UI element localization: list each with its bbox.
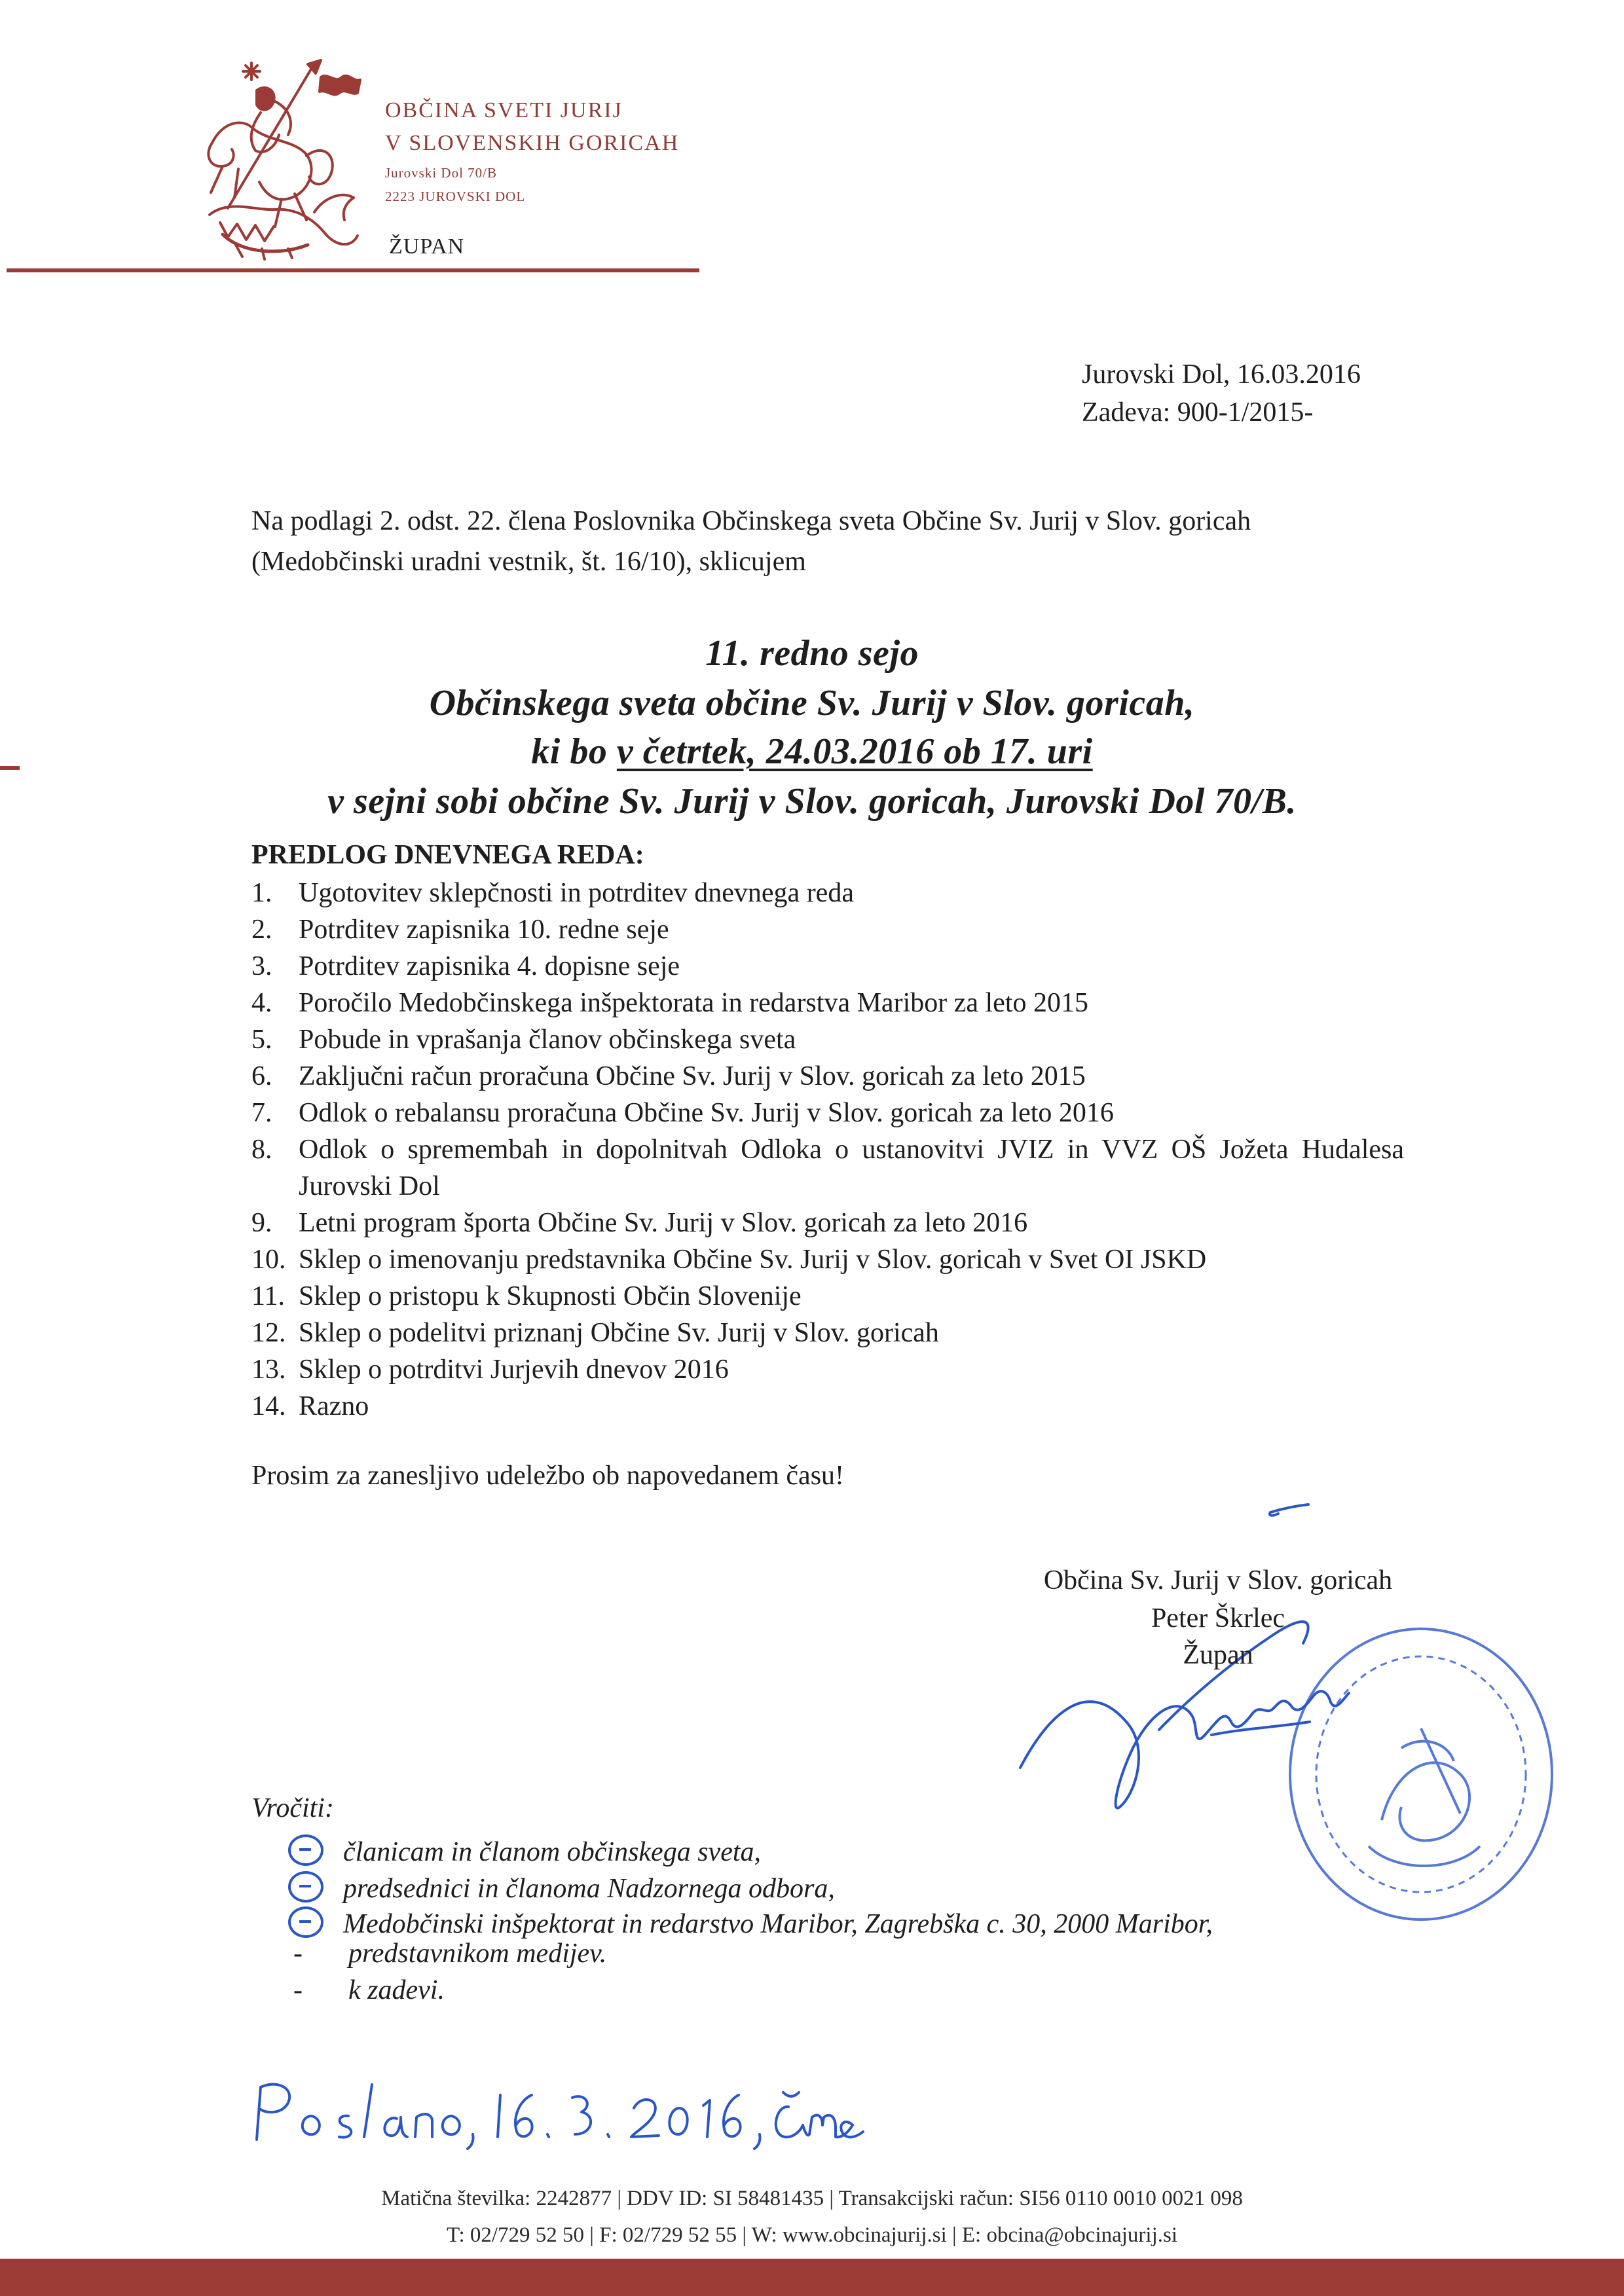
circled-dash-icon bbox=[288, 1834, 323, 1866]
letterhead-street-address: Jurovski Dol 70/B bbox=[385, 165, 498, 181]
agenda-item-text: Poročilo Medobčinskega inšpektorata in redarstva Maribor za leto 2015 bbox=[299, 988, 1088, 1018]
agenda-item-number: 7. bbox=[251, 1098, 272, 1128]
agenda-item-number: 3. bbox=[251, 951, 272, 981]
agenda-item bbox=[251, 1278, 1404, 1315]
agenda-item-number: 2. bbox=[251, 915, 272, 945]
distribution-item-mark: - bbox=[293, 1975, 303, 2005]
agenda-item-text: Letni program športa Občine Sv. Jurij v Slov. goricah za leto 2016 bbox=[299, 1208, 1028, 1238]
distribution-item bbox=[288, 1938, 606, 1969]
distribution-item-text: Medobčinski inšpektorat in redarstvo Maribor, Zagrebška c. 30, 2000 Maribor, bbox=[343, 1909, 1213, 1939]
distribution-item bbox=[288, 1829, 761, 1868]
agenda-item-number: 8. bbox=[251, 1135, 272, 1165]
footer-color-band bbox=[0, 2259, 1624, 2296]
footer-registration-line: Matična številka: 2242877 | DDV ID: SI 58481435 | Transakcijski račun: SI56 0110 0010 0021 098 bbox=[381, 2187, 1243, 2210]
handwritten-signature-icon bbox=[995, 1499, 1441, 1866]
agenda-item bbox=[251, 1205, 1404, 1241]
circled-dash-icon bbox=[288, 1906, 323, 1938]
agenda-item-text: Odlok o rebalansu proračuna Občine Sv. Jurij v Slov. goricah za leto 2016 bbox=[299, 1098, 1114, 1128]
agenda-item-text: Sklep o potrditvi Jurjevih dnevov 2016 bbox=[299, 1355, 729, 1385]
agenda-item bbox=[251, 1058, 1404, 1095]
agenda-item-text: Sklep o pristopu k Skupnosti Občin Slovenije bbox=[299, 1281, 802, 1311]
letterhead-divider bbox=[7, 268, 699, 272]
distribution-item bbox=[288, 1975, 445, 2006]
distribution-item-text: članicam in članom občinskega sveta, bbox=[343, 1837, 761, 1867]
signature-name: Peter Škrlec bbox=[1151, 1603, 1285, 1633]
agenda-item-text: Sklep o podelitvi priznanj Občine Sv. Jurij v Slov. goricah bbox=[299, 1318, 939, 1348]
circled-dash-icon bbox=[288, 1871, 323, 1903]
council-name: Občinskega sveta občine Sv. Jurij v Slov. goricah, bbox=[429, 683, 1195, 723]
reference-number: Zadeva: 900-1/2015- bbox=[1082, 397, 1314, 428]
agenda-item-text: Zaključni račun proračuna Občine Sv. Jurij v Slov. goricah za leto 2015 bbox=[299, 1061, 1086, 1091]
agenda-item-number: 14. bbox=[251, 1391, 286, 1421]
agenda-item-text: Potrditev zapisnika 4. dopisne seje bbox=[299, 951, 680, 981]
agenda-item-text: Ugotovitev sklepčnosti in potrditev dnevnega reda bbox=[299, 878, 854, 908]
footer-contact-line: T: 02/729 52 50 | F: 02/729 52 55 | W: www.obcinajurij.si | E: obcina@obcinajurij.si bbox=[446, 2223, 1178, 2247]
agenda-list bbox=[251, 875, 1404, 1425]
session-datetime-prefix: ki bo bbox=[531, 731, 617, 772]
distribution-item bbox=[288, 1901, 1213, 1940]
agenda-item bbox=[251, 985, 1404, 1021]
agenda-item bbox=[251, 1131, 1404, 1205]
agenda-item bbox=[251, 1388, 1404, 1425]
agenda-item bbox=[251, 948, 1404, 985]
closing-request: Prosim za zanesljivo udeležbo ob napovedanem času! bbox=[251, 1461, 845, 1491]
session-datetime bbox=[0, 731, 1624, 773]
agenda-item-text: Pobude in vprašanja članov občinskega sveta bbox=[299, 1025, 796, 1055]
distribution-item-mark: - bbox=[293, 1939, 303, 1969]
distribution-item-text: k zadevi. bbox=[348, 1975, 445, 2005]
agenda-item bbox=[251, 1095, 1404, 1131]
agenda-item bbox=[251, 1241, 1404, 1278]
letterhead-postal-address: 2223 JUROVSKI DOL bbox=[385, 189, 526, 204]
agenda-item-number: 1. bbox=[251, 878, 272, 908]
signature-organization: Občina Sv. Jurij v Slov. goricah bbox=[1043, 1565, 1393, 1595]
agenda-item-text: Odlok o spremembah in dopolnitvah Odloka o ustanovitvi JVIZ in VVZ OŠ Jožeta Hudalesa Jurovski Dol bbox=[299, 1135, 1404, 1201]
agenda-item bbox=[251, 1315, 1404, 1351]
agenda-item-number: 6. bbox=[251, 1061, 272, 1091]
agenda-item-text: Sklep o imenovanju predstavnika Občine Sv. Jurij v Slov. goricah v Svet OI JSKD bbox=[299, 1245, 1207, 1275]
place-and-date: Jurovski Dol, 16.03.2016 bbox=[1082, 359, 1361, 390]
session-title: 11. redno sejo bbox=[705, 633, 919, 674]
agenda-item-number: 12. bbox=[251, 1318, 286, 1348]
agenda-item bbox=[251, 911, 1404, 948]
agenda-item-number: 5. bbox=[251, 1025, 272, 1055]
letterhead-municipality-name: OBČINA SVETI JURIJ bbox=[385, 98, 623, 122]
session-datetime-value: v četrtek, 24.03.2016 ob 17. uri bbox=[616, 731, 1093, 772]
agenda-item-number: 4. bbox=[251, 988, 272, 1018]
intro-line-1: Na podlagi 2. odst. 22. člena Poslovnika Občinskega sveta Občine Sv. Jurij v Slov. goricah bbox=[251, 506, 1251, 536]
session-location: v sejni sobi občine Sv. Jurij v Slov. goricah, Jurovski Dol 70/B. bbox=[327, 781, 1297, 822]
agenda-heading: PREDLOG DNEVNEGA REDA: bbox=[251, 840, 644, 870]
agenda-item-number: 10. bbox=[251, 1245, 286, 1275]
agenda-item-text: Potrditev zapisnika 10. redne seje bbox=[299, 915, 669, 945]
agenda-item bbox=[251, 1351, 1404, 1388]
agenda-item-number: 9. bbox=[251, 1208, 272, 1238]
agenda-item-number: 13. bbox=[251, 1355, 286, 1385]
agenda-item bbox=[251, 1021, 1404, 1058]
agenda-item-number: 11. bbox=[251, 1281, 285, 1311]
letterhead-municipality-region: V SLOVENSKIH GORICAH bbox=[385, 131, 680, 155]
intro-line-2: (Medobčinski uradni vestnik, št. 16/10), sklicujem bbox=[251, 547, 806, 577]
handwritten-sent-note-icon bbox=[251, 2069, 867, 2154]
municipality-coat-of-arms-logo bbox=[196, 58, 367, 261]
agenda-item bbox=[251, 875, 1404, 911]
distribution-label: Vročiti: bbox=[251, 1793, 334, 1823]
agenda-item-text: Razno bbox=[299, 1391, 369, 1421]
distribution-item-text: predstavnikom medijev. bbox=[348, 1939, 607, 1969]
letterhead-office: ŽUPAN bbox=[389, 234, 465, 259]
signature-role: Župan bbox=[1183, 1640, 1253, 1670]
distribution-item bbox=[288, 1866, 835, 1904]
distribution-item-text: predsednici in članoma Nadzornega odbora, bbox=[343, 1874, 835, 1904]
